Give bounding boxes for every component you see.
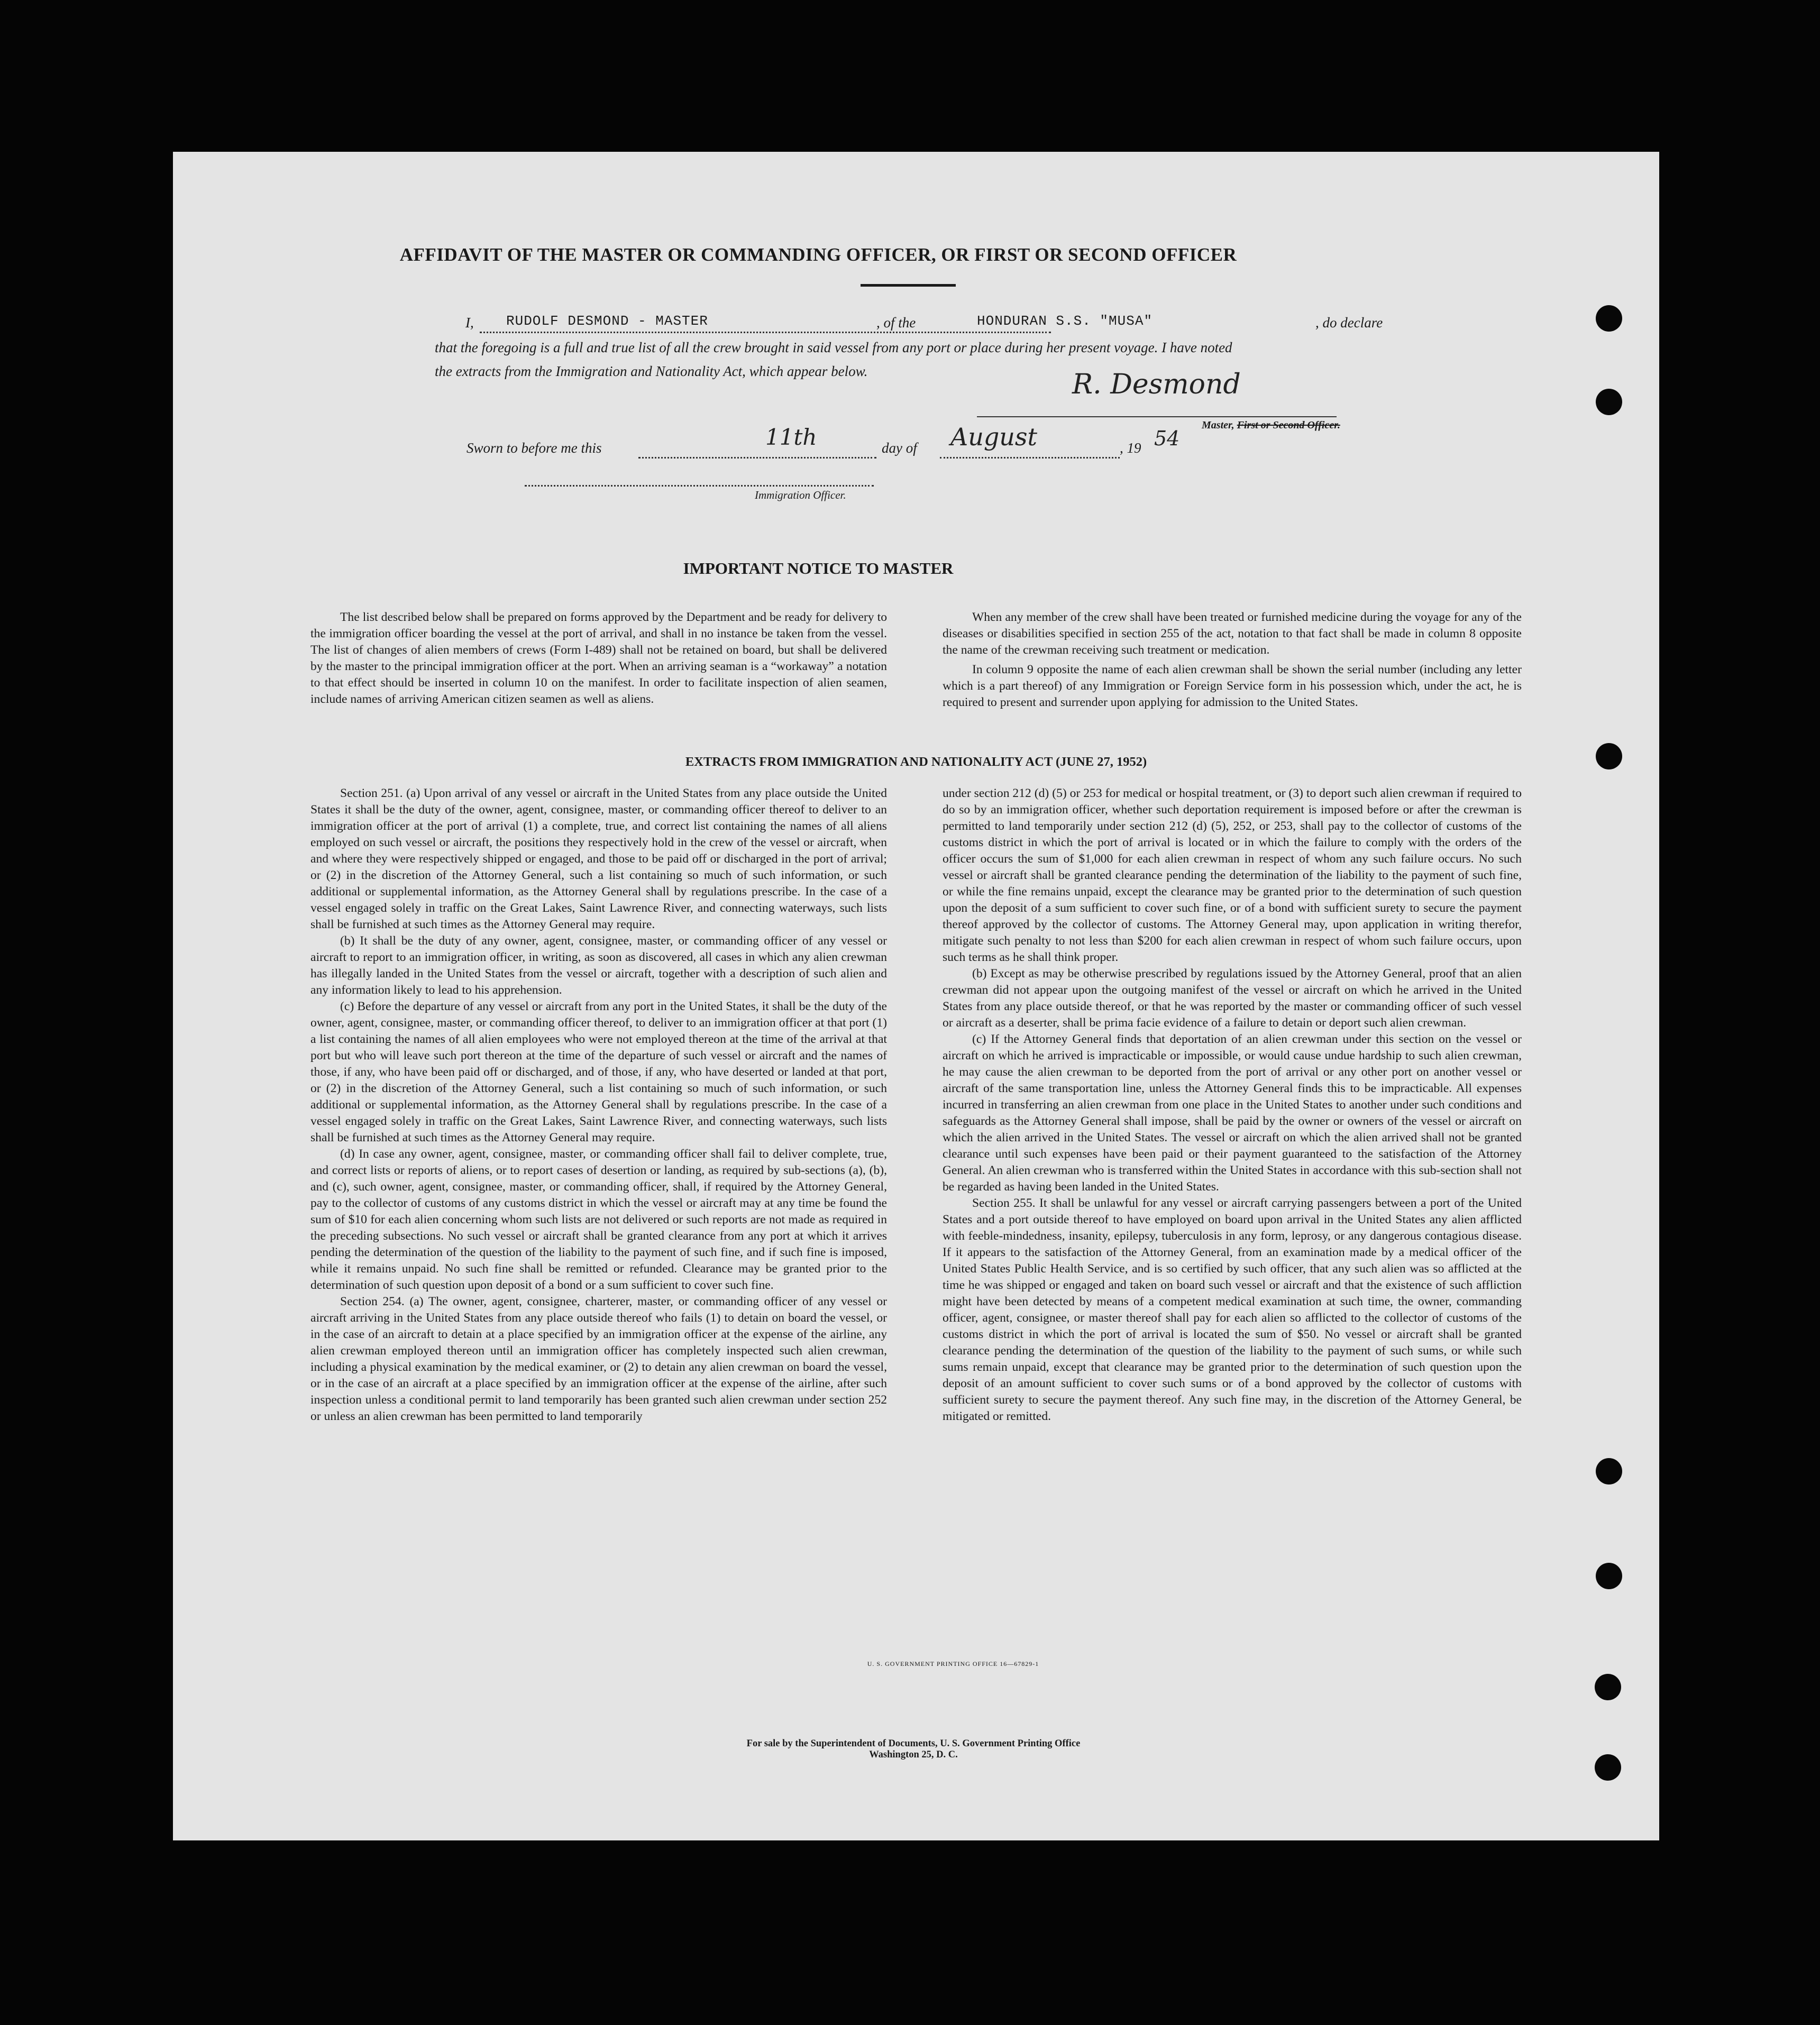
punch-hole <box>1596 305 1622 332</box>
notice-right-paragraph: In column 9 opposite the name of each alien crewman shall be shown the serial number (including any letter which is a part thereof) of any Immigration or Foreign Service form in his possession which, under the act, he is required to present and surrender upon applying for admission to the United States. <box>943 663 1522 709</box>
year-prefix: , 19 <box>1120 440 1141 456</box>
day-of-label: day of <box>882 440 917 456</box>
notice-right-column <box>943 609 1522 711</box>
immigration-officer-label: Immigration Officer. <box>755 489 846 501</box>
section-254c: (c) If the Attorney General finds that deportation of an alien crewman under this section on the vessel or aircraft on which he arrived is impracticable or impossible, or would cause undue hardship to such alien crewman, he may cause the alien crewman to be deported from the port of arrival or any other port on another vessel or aircraft of the same transportation line, unless the Attorney General finds this to be impracticable. All expenses incurred in transferring an alien crewman from one place in the United States to another under such conditions and safeguards as the Attorney General shall impose, shall be paid by the owner or owners of the vessel or aircraft on which the alien arrived in the United States. The vessel or aircraft on which the alien arrived shall not be granted clearance until such expenses have been paid or their payment guaranteed to the satisfaction of the Attorney General. An alien crewman who is transferred within the United States in accordance with this sub-section shall not be regarded as having been landed in the United States. <box>943 1032 1522 1194</box>
extracts-left-column <box>310 785 887 1425</box>
affidavit-title: AFFIDAVIT OF THE MASTER OR COMMANDING OFFICER, OR FIRST OR SECOND OFFICER <box>399 244 1237 265</box>
sworn-prefix: Sworn to before me this <box>467 440 602 456</box>
printer-imprint: U. S. GOVERNMENT PRINTING OFFICE 16—67829-1 <box>867 1660 1039 1667</box>
sale-footer <box>575 1738 1252 1761</box>
punch-hole <box>1596 389 1622 415</box>
of-the-label: , of the <box>876 315 916 331</box>
sworn-day: 11th <box>765 424 817 450</box>
sworn-month: August <box>950 423 1038 451</box>
statement-line-1: that the foregoing is a full and true list of all the crew brought in said vessel from any port or place during her present voyage. I have noted <box>435 340 1232 355</box>
punch-hole <box>1595 1754 1621 1781</box>
master-label: Master, <box>1202 419 1234 431</box>
declarant-prefix: I, <box>465 315 474 331</box>
punch-hole <box>1596 1563 1622 1589</box>
notice-left-paragraph: The list described below shall be prepared on forms approved by the Department and be ready for delivery to the immigration officer boarding the vessel at the port of arrival, and shall in no instance be taken from the vessel. The list of changes of alien members of crews (Form I-489) shall not be retained on board, but shall be delivered by the master to the principal immigration officer at the port. When an arriving seaman is a “workaway” a notation to that effect should be inserted in column 10 on the manifest. In order to facilitate inspection of alien seamen, include names of arriving American citizen seamen as well as aliens. <box>310 610 887 706</box>
do-declare-label: , do declare <box>1315 315 1383 331</box>
signature-line <box>977 416 1337 417</box>
section-251d: (d) In case any owner, agent, consignee, master, or commanding officer shall fail to deliver complete, true, and correct lists or reports of aliens, or to report cases of desertion or landing, as required by sub-sections (a), (b), and (c), such owner, agent, consignee, master, or commanding officer, shall, if required by the Attorney General, pay to the collector of customs of any customs district in which the vessel or aircraft may at any time be found the sum of $10 for each alien concerning whom such lists are not delivered or such reports are not made as required in the preceding subsections. No such vessel or aircraft shall be granted clearance from any port at which it arrives pending the determination of the question of the liability to the payment of such fine, and if such fine is imposed, while it remains unpaid. No such fine shall be remitted or refunded. Clearance may be granted prior to the determination of such question upon deposit of a bond or a sum sufficient to cover such fine. <box>310 1147 887 1292</box>
master-signature: R. Desmond <box>1072 369 1241 400</box>
sworn-month-underline <box>940 457 1120 459</box>
notice-left-column <box>310 609 887 708</box>
title-divider <box>861 284 956 287</box>
signature-caption <box>1202 419 1340 432</box>
extracts-right-column <box>943 785 1522 1425</box>
document-page <box>173 152 1659 1840</box>
sworn-year: 54 <box>1154 427 1180 450</box>
notice-title: IMPORTANT NOTICE TO MASTER <box>683 559 954 578</box>
sworn-day-underline <box>638 457 876 459</box>
punch-hole <box>1596 1458 1622 1485</box>
section-254a-start: Section 254. (a) The owner, agent, consignee, charterer, master, or commanding officer of any vessel or aircraft arriving in the United States from any place outside thereof who fails (1) to detain on board the vessel, or in the case of an aircraft to detain at a place specified by an immigration officer at the expense of the airline, any alien crewman employed thereon until an immigration officer has completely inspected such alien crewman, including a physical examination by the medical examiner, or (2) to detain any alien crewman on board the vessel, or in the case of an aircraft at a place specified by an immigration officer at the expense of the airline, after such inspection unless a conditional permit to land temporarily has been granted such alien crewman under section 252 or unless an alien crewman has been permitted to land temporarily <box>310 1295 887 1423</box>
footer-line-1: For sale by the Superintendent of Documents, U. S. Government Printing Office <box>746 1738 1081 1749</box>
section-254b: (b) Except as may be otherwise prescribed by regulations issued by the Attorney General, proof that an alien crewman did not appear upon the outgoing manifest of the vessel or aircraft on which he arrived in the United States from any place outside thereof, or that he was reported by the master or commanding officer of such vessel or aircraft as a deserter, shall be prima facie evidence of a failure to detain or deport such alien crewman. <box>943 967 1522 1030</box>
declarant-underline <box>480 332 1051 333</box>
punch-hole <box>1596 743 1622 769</box>
punch-hole <box>1595 1674 1621 1700</box>
notice-right-paragraph: When any member of the crew shall have been treated or furnished medicine during the voyage for any of the diseases or disabilities specified in section 255 of the act, notation to that fact shall be made in column 8 opposite the name of the crewman receiving such treatment or medication. <box>943 610 1522 657</box>
section-251b: (b) It shall be the duty of any owner, agent, consignee, master, or commanding officer of any vessel or aircraft to report to an immigration officer, in writing, as soon as discovered, all cases in which any alien crewman has illegally landed in the United States from the vessel or aircraft, together with a description of such alien and any information likely to lead to his apprehension. <box>310 934 887 997</box>
statement-line-2: the extracts from the Immigration and Nationality Act, which appear below. <box>435 363 868 379</box>
section-254a-continued: under section 212 (d) (5) or 253 for medical or hospital treatment, or (3) to deport such alien crewman if required to do so by an immigration officer, whether such deportation requirement is imposed before or after the crewman is permitted to land temporarily under section 212 (d) (5), 252, or 253, shall pay to the collector of customs of the customs district in which the port of arrival is located or in which the failure to comply with the orders of the officer occurs the sum of $1,000 for each alien crewman in respect of whom any such failure occurs. No such vessel or aircraft shall be granted clearance pending the determination of the liability to the payment of such fine, or while the fine remains unpaid, except the clearance may be granted prior to the determination of such question upon the deposit of a sum sufficient to cover such fine, or of a bond with sufficient surety to secure the payment thereof approved by the collector of customs. The Attorney General may, upon application in writing therefor, mitigate such penalty to not less than $200 for each alien crewman in respect of whom such failure occurs, upon such terms as he shall think proper. <box>943 786 1522 964</box>
section-255: Section 255. It shall be unlawful for any vessel or aircraft carrying passengers between a port of the United States and a port outside thereof to have employed on board upon arrival in the United States any alien afflicted with feeble-mindedness, insanity, epilepsy, tuberculosis in any form, leprosy, or any dangerous contagious disease. If it appears to the satisfaction of the Attorney General, from an examination made by a medical officer of the United States Public Health Service, and is so certified by such officer, that any such alien was so afflicted at the time he was shipped or engaged and taken on board such vessel or aircraft and that the existence of such affliction might have been detected by means of a competent medical examination at such time, the owner, commanding officer, agent, consignee, or master thereof shall pay for each alien so afflicted to the collector of customs of the customs district in which the port of arrival is located the sum of $50. No vessel or aircraft shall be granted clearance pending the determination of the question of the liability to the payment of such sums, or while such sums remain unpaid, except that clearance may be granted prior to the determination of such question upon the deposit of an amount sufficient to cover such sums or of a bond approved by the collector of customs with sufficient surety to secure the payment thereof. Any such fine may, in the discretion of the Attorney General, be mitigated or remitted. <box>943 1196 1522 1423</box>
immigration-officer-signature-line <box>525 485 874 487</box>
extracts-title: EXTRACTS FROM IMMIGRATION AND NATIONALITY ACT (JUNE 27, 1952) <box>685 755 1147 769</box>
section-251a: Section 251. (a) Upon arrival of any vessel or aircraft in the United States from any place outside the United States it shall be the duty of the owner, agent, consignee, master, or commanding officer thereof to deliver to an immigration officer at the port of arrival (1) a complete, true, and correct list containing the names of all aliens employed on such vessel or aircraft, the positions they respectively hold in the crew of the vessel or aircraft, when and where they were respectively shipped or engaged, and those to be paid off or discharged in the port of arrival; or (2) in the discretion of the Attorney General, such a list containing so much of such information, or such additional or supplemental information, as the Attorney General shall by regulations prescribe. In the case of a vessel engaged solely in traffic on the Great Lakes, Saint Lawrence River, and connecting waterways, such lists shall be furnished at such times as the Attorney General may require. <box>310 786 887 931</box>
vessel-name: HONDURAN S.S. "MUSA" <box>977 313 1153 329</box>
struck-officer-label: First or Second Officer. <box>1237 419 1340 431</box>
section-251c: (c) Before the departure of any vessel or aircraft from any port in the United States, it shall be the duty of the owner, agent, consignee, master, or commanding officer thereof, to deliver to an immigration officer at that port (1) a list containing the names of all alien employees who were not employed thereon at the time of the arrival at that port but who will leave such port thereon at the time of the departure of such vessel or aircraft and the names of those, if any, who have been paid off or discharged, and of those, if any, who have deserted or landed at that port, or (2) in the discretion of the Attorney General, such a list containing so much of such information, or such additional or supplemental information, as the Attorney General shall by regulations prescribe. In the case of a vessel engaged solely in traffic on the Great Lakes, Saint Lawrence River, and connecting waterways, such lists shall be furnished at such times as the Attorney General may require. <box>310 1000 887 1144</box>
declarant-name: RUDOLF DESMOND - MASTER <box>506 313 708 329</box>
footer-line-2: Washington 25, D. C. <box>869 1749 958 1760</box>
